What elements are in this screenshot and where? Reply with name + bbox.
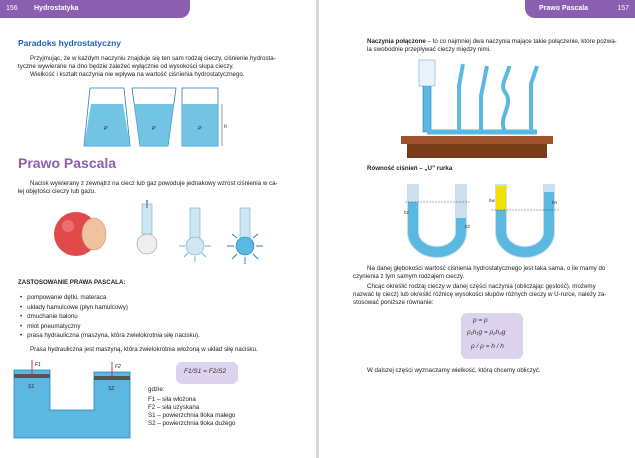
paragraph-density-3: stosować poniższe równanie: bbox=[353, 299, 434, 306]
u-label-h1: h1 bbox=[404, 210, 410, 215]
paragraph-connected-vessels: Naczynia połączone – to co najmniej dwa naczynia mające takie połączenie, które pozwa- bbox=[367, 38, 617, 45]
height-label: h bbox=[224, 124, 227, 130]
list-item: • pompowanie dętki, materaca bbox=[20, 293, 200, 303]
section-title-pascal: Prawo Pascala bbox=[18, 155, 117, 171]
press-label-s1: S1 bbox=[28, 384, 35, 390]
formula-ratio: ρ / ρ = h / h bbox=[471, 343, 504, 350]
list-item: • młot pneumatyczny bbox=[20, 322, 200, 332]
hydraulic-press-diagram bbox=[12, 358, 132, 438]
paragraph-pascal-2: łej objętości cieczy lub gazu. bbox=[18, 188, 97, 195]
u-label-hn: hn bbox=[552, 200, 558, 205]
list-item: • prasa hydrauliczna (maszyna, która zwielokrotnia siłę nacisku). bbox=[20, 331, 200, 341]
u-tube-diagram-1 bbox=[405, 182, 475, 254]
u-label-h2: h2 bbox=[465, 224, 471, 229]
left-page bbox=[0, 0, 316, 458]
press-label-f2: F2 bbox=[115, 364, 121, 370]
paragraph-density-1: Chcąc określić rodzaj cieczy w danej części naczynia (obliczając gęstość), możemy bbox=[367, 283, 596, 290]
paragraph-next: W dalszej części wyznaczamy wielkość, którą chcemy obliczyć. bbox=[367, 367, 541, 374]
where-item: F1 – siła włożona bbox=[148, 396, 196, 403]
right-page bbox=[319, 0, 635, 458]
vessel-label-1: P bbox=[104, 126, 108, 132]
connected-vessels-photo bbox=[397, 56, 557, 162]
formula-density-height: ρ₁h₁g = ρ₂h₂g bbox=[467, 329, 506, 336]
vessel-label-3: P bbox=[198, 126, 202, 132]
right-header bbox=[525, 0, 635, 18]
right-page-number: 157 bbox=[617, 5, 629, 12]
pascal-illustrations bbox=[48, 200, 278, 270]
formula-pressure: p = p bbox=[473, 317, 488, 324]
paragraph-equal-pressure-1: Na danej głębokości wartość ciśnienia hydrostatycznego jest taka sama, o ile mamy do bbox=[367, 265, 606, 272]
applications-list bbox=[20, 293, 200, 341]
right-header-title: Prawo Pascala bbox=[539, 5, 589, 12]
paragraph-equal-pressure-2: czynienia z tym samym rodzajem cieczy. bbox=[353, 273, 465, 280]
u-tube-formula-box bbox=[461, 313, 523, 359]
press-label-s2: S2 bbox=[108, 386, 115, 392]
paragraph-press: Prasa hydrauliczna jest maszyną, która zwielokrotnia włożoną w układ siłę nacisku. bbox=[30, 346, 258, 353]
paragraph-connected-vessels-2: la swobodnie przepływać cieczy między nimi. bbox=[367, 46, 491, 53]
list-item: • dmuchanie balonu bbox=[20, 312, 200, 322]
paragraph-paradox-2: tyczne wywierane na dno będzie zależeć wyłącznie od wysokości słupa cieczy. bbox=[18, 63, 234, 70]
section-title-u-tube: Równość ciśnień – „U” rurka bbox=[367, 165, 453, 172]
where-item: S1 – powierzchnia tłoka małego bbox=[148, 412, 236, 419]
list-item: • układy hamulcowe (płyn hamulcowy) bbox=[20, 303, 200, 313]
vessels-diagram bbox=[82, 84, 232, 150]
applications-title: ZASTOSOWANIE PRAWA PASCALA: bbox=[18, 279, 126, 286]
press-label-f1: F1 bbox=[35, 362, 41, 368]
left-header-title: Hydrostatyka bbox=[34, 5, 79, 12]
paragraph-paradox-1: Przyjmując, że w każdym naczyniu znajduje się ten sam rodzaj cieczy, ciśnienie hydrosta- bbox=[30, 55, 276, 62]
paragraph-density-2: nazwać tę ciecz) lub określić różnicę wysokości słupów różnych cieczy w U-rurce, należy za- bbox=[353, 291, 607, 298]
where-item: S2 – powierzchnia tłoka dużego bbox=[148, 420, 236, 427]
where-item: F2 – siła uzyskana bbox=[148, 404, 200, 411]
press-formula: F1/S1 = F2/S2 bbox=[184, 368, 227, 375]
where-label: gdzie: bbox=[148, 386, 165, 393]
press-formula-box bbox=[176, 362, 238, 384]
u-label-hw: hw bbox=[489, 198, 495, 203]
u-tube-diagram-2 bbox=[489, 182, 563, 254]
section-title-paradox: Paradoks hydrostatyczny bbox=[18, 38, 121, 48]
left-header bbox=[0, 0, 190, 18]
term-connected-vessels: Naczynia połączone bbox=[367, 38, 426, 45]
vessel-label-2: P bbox=[152, 126, 156, 132]
paragraph-pascal-1: Nacisk wywierany z zewnątrz na ciecz lub gaz powoduje jednakowy wzrost ciśnienia w ca- bbox=[30, 180, 278, 187]
left-page-number: 156 bbox=[6, 5, 18, 12]
paragraph-paradox-3: Wielkość i kształt naczynia nie wpływa na wartość ciśnienia hydrostatycznego. bbox=[30, 71, 245, 78]
